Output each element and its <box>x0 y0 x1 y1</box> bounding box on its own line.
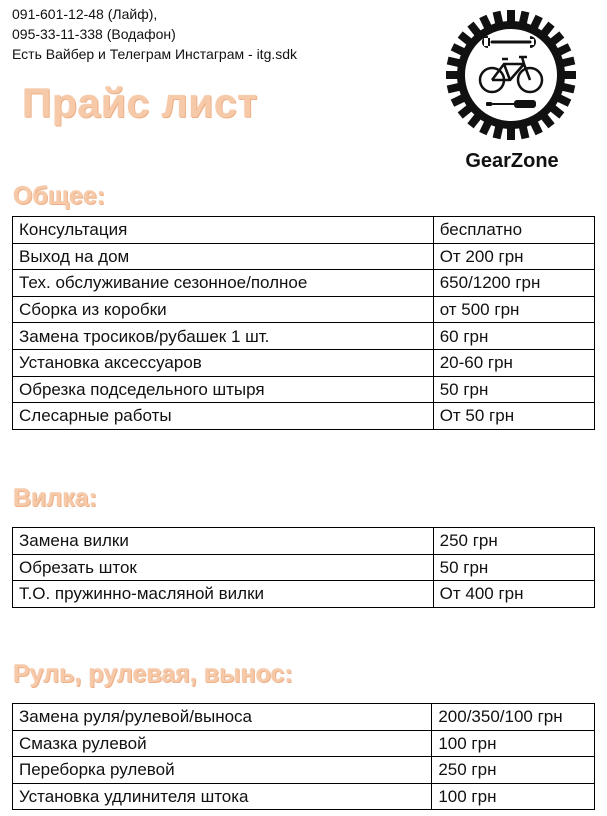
price-cell: 20-60 грн <box>433 349 594 376</box>
page-title: Прайс лист <box>22 80 258 126</box>
price-cell: От 200 грн <box>433 243 594 270</box>
price-table-handlebar <box>12 703 595 810</box>
bicycle-gear-icon <box>444 8 578 142</box>
service-cell: Т.О. пружинно-масляной вилки <box>13 581 434 608</box>
service-cell: Установка удлинителя штока <box>13 783 432 810</box>
price-cell: 50 грн <box>433 376 594 403</box>
service-cell: Тех. обслуживание сезонное/полное <box>13 270 434 297</box>
price-cell: 250 грн <box>433 528 594 555</box>
section-title-handlebar: Руль, рулевая, вынос: <box>13 660 293 688</box>
table-row <box>13 730 595 757</box>
service-cell: Слесарные работы <box>13 403 434 430</box>
section-title-general: Общее: <box>13 182 106 210</box>
price-cell: 250 грн <box>432 757 595 784</box>
table-row <box>13 296 595 323</box>
table-row <box>13 270 595 297</box>
table-row <box>13 757 595 784</box>
price-cell: От 50 грн <box>433 403 594 430</box>
price-cell: бесплатно <box>433 217 594 244</box>
table-row <box>13 323 595 350</box>
price-cell: 100 грн <box>432 730 595 757</box>
service-cell: Установка аксессуаров <box>13 349 434 376</box>
table-row <box>13 704 595 731</box>
service-cell: Замена руля/рулевой/выноса <box>13 704 432 731</box>
price-cell: 100 грн <box>432 783 595 810</box>
price-cell: от 500 грн <box>433 296 594 323</box>
messengers-info: Есть Вайбер и Телеграм Инстаграм - itg.sdk <box>12 46 298 62</box>
service-cell: Консультация <box>13 217 434 244</box>
phone-life: 091-601-12-48 (Лайф), <box>12 6 158 22</box>
service-cell: Выход на дом <box>13 243 434 270</box>
price-cell: 200/350/100 грн <box>432 704 595 731</box>
table-row <box>13 783 595 810</box>
table-row <box>13 528 595 555</box>
price-cell: 50 грн <box>433 554 594 581</box>
service-cell: Переборка рулевой <box>13 757 432 784</box>
table-row <box>13 243 595 270</box>
contacts-block <box>12 4 297 64</box>
service-cell: Замена вилки <box>13 528 434 555</box>
phone-vodafone: 095-33-11-338 (Водафон) <box>12 26 176 42</box>
service-cell: Замена тросиков/рубашек 1 шт. <box>13 323 434 350</box>
table-row <box>13 554 595 581</box>
price-cell: 60 грн <box>433 323 594 350</box>
table-row <box>13 403 595 430</box>
table-row <box>13 217 595 244</box>
table-row <box>13 376 595 403</box>
table-row <box>13 581 595 608</box>
price-cell: От 400 грн <box>433 581 594 608</box>
service-cell: Обрезка подседельного штыря <box>13 376 434 403</box>
price-table-general <box>12 216 595 430</box>
service-cell: Обрезать шток <box>13 554 434 581</box>
table-row <box>13 349 595 376</box>
service-cell: Сборка из коробки <box>13 296 434 323</box>
section-title-fork: Вилка: <box>13 484 98 512</box>
service-cell: Смазка рулевой <box>13 730 432 757</box>
price-table-fork <box>12 527 595 608</box>
brand-name: GearZone <box>465 150 559 172</box>
price-cell: 650/1200 грн <box>433 270 594 297</box>
